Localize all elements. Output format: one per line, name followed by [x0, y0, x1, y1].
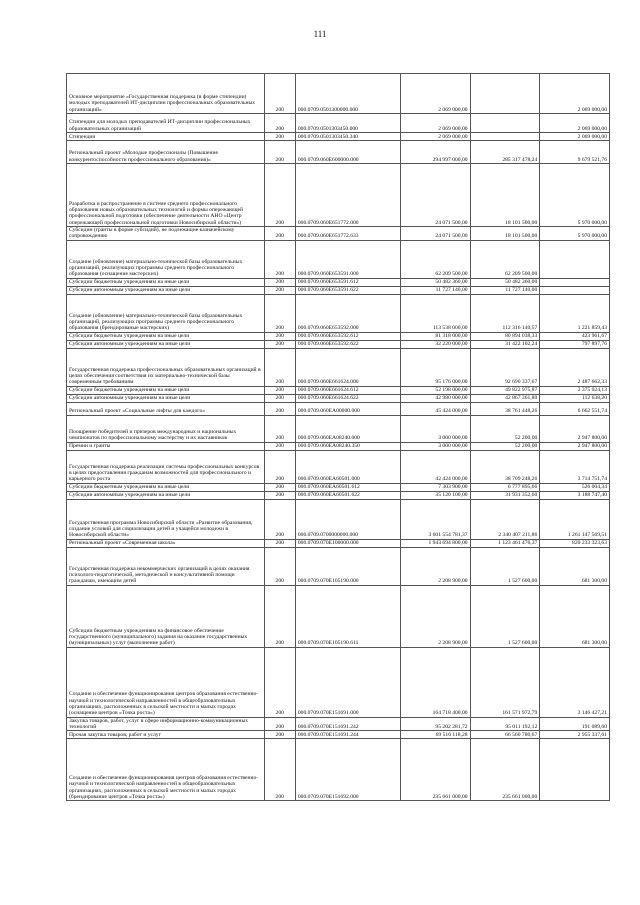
row-kbk-cell: 000.0709.060EA60501.612 [295, 483, 400, 491]
row-code-cell: 200 [264, 386, 295, 394]
row-approved-cell: 294 997 000,00 [400, 141, 470, 164]
row-approved-cell: 3 000 000,00 [400, 442, 470, 450]
row-executed-cell: 285 317 478,24 [470, 141, 540, 164]
row-executed-cell: 80 894 038,33 [470, 332, 540, 340]
table-row [67, 483, 610, 491]
row-name-cell: Субсидии автономным учреждениям на иные цели [67, 491, 265, 499]
row-approved-cell: 45 424 000,00 [400, 402, 470, 415]
table-row [67, 164, 610, 227]
row-name-cell: Премии и гранты [67, 442, 265, 450]
row-kbk-cell: 000.0709.060E651772.000 [295, 164, 400, 227]
row-code-cell: 200 [264, 402, 295, 415]
row-code-cell: 200 [264, 415, 295, 442]
row-unexecuted-cell: 5 970 000,00 [540, 164, 610, 227]
row-kbk-cell: 000.0709.060E661624.612 [295, 386, 400, 394]
row-unexecuted-cell: 3 714 751,74 [540, 450, 610, 483]
row-executed-cell: 38 761 448,26 [470, 402, 540, 415]
row-approved-cell: 2 069 000,00 [400, 74, 470, 114]
table-row [67, 739, 610, 801]
row-approved-cell: 24 071 500,00 [400, 227, 470, 241]
row-kbk-cell: 000.0709.070E151691.244 [295, 731, 400, 739]
row-code-cell: 200 [264, 74, 295, 114]
row-unexecuted-cell: 526 004,34 [540, 483, 610, 491]
row-approved-cell: 2 069 000,00 [400, 133, 470, 141]
row-code-cell: 200 [264, 442, 295, 450]
row-kbk-cell: 000.0709.060EA60501.622 [295, 491, 400, 499]
row-name-cell: Субсидии бюджетным учреждениям на иные цели [67, 332, 265, 340]
row-unexecuted-cell: 9 679 521,76 [540, 141, 610, 164]
table-row [67, 539, 610, 547]
row-code-cell: 200 [264, 114, 295, 133]
row-executed-cell: 95 011 192,12 [470, 717, 540, 731]
row-code-cell: 200 [264, 164, 295, 227]
row-unexecuted-cell: 2 069 000,00 [540, 74, 610, 114]
table-row [67, 74, 610, 114]
row-name-cell: Государственная поддержка некоммерческих организаций в целях оказания психолого-педагогической, методической и консультативной помощи гражданам, имеющим детей [67, 547, 265, 585]
row-unexecuted-cell: 3 188 747,40 [540, 491, 610, 499]
row-code-cell: 200 [264, 133, 295, 141]
row-approved-cell: 81 318 000,00 [400, 332, 470, 340]
row-executed-cell: 2 340 407 211,86 [470, 499, 540, 539]
row-kbk-cell: 000.0709.060E651772.633 [295, 227, 400, 241]
row-kbk-cell: 000.0709.070E100000.000 [295, 539, 400, 547]
row-approved-cell: 235 661 000,00 [400, 739, 470, 801]
table-row [67, 386, 610, 394]
row-unexecuted-cell: 1 221 859,43 [540, 294, 610, 332]
row-code-cell: 200 [264, 240, 295, 278]
row-unexecuted-cell: 112 638,20 [540, 394, 610, 402]
row-executed-cell [470, 114, 540, 133]
row-unexecuted-cell [540, 240, 610, 278]
table-row [67, 227, 610, 241]
row-name-cell: Региональный проект «Социальные лифты для каждого» [67, 402, 265, 415]
row-kbk-cell: 000.0709.0501303450.000 [295, 114, 400, 133]
row-approved-cell: 3 601 554 781,37 [400, 499, 470, 539]
row-name-cell: Субсидии автономным учреждениям на иные цели [67, 340, 265, 348]
table-row [67, 585, 610, 647]
row-executed-cell: 50 482 360,00 [470, 278, 540, 286]
row-kbk-cell: 000.0709.060E653591.000 [295, 240, 400, 278]
row-code-cell: 200 [264, 547, 295, 585]
row-name-cell: Стипендии [67, 133, 265, 141]
row-name-cell: Прочая закупка товаров, работ и услуг [67, 731, 265, 739]
row-name-cell: Создание (обновление) материально-технической базы образовательных организаций, реализующих программы среднего профессионального образования (оснащение мастерских) [67, 240, 265, 278]
row-executed-cell: 112 316 140,57 [470, 294, 540, 332]
row-executed-cell: 52 200,00 [470, 415, 540, 442]
row-executed-cell: 31 931 352,60 [470, 491, 540, 499]
row-name-cell: Государственная поддержка профессиональных образовательных организаций в целях обеспечения соответствия их материально-технической базы современным требованиям [67, 348, 265, 386]
row-executed-cell: 92 690 337,67 [470, 348, 540, 386]
row-unexecuted-cell: 2 955 337,61 [540, 731, 610, 739]
row-executed-cell: 1 527 600,00 [470, 547, 540, 585]
table-row [67, 394, 610, 402]
row-kbk-cell: 000.0709.070E105190.611 [295, 585, 400, 647]
row-approved-cell: 42 980 000,00 [400, 394, 470, 402]
row-name-cell: Создание и обеспечение функционирования центров образования естественно-научной и технологической направленностей в общеобразовательных организациях, расположенных в сельской местности и малых городах (оснащение центров «Точка роста») [67, 647, 265, 717]
row-executed-cell [470, 74, 540, 114]
table-row [67, 547, 610, 585]
row-kbk-cell: 000.0709.070E151691.000 [295, 647, 400, 717]
row-executed-cell: 49 822 975,87 [470, 386, 540, 394]
row-executed-cell: 62 209 500,00 [470, 240, 540, 278]
table-row [67, 240, 610, 278]
row-approved-cell: 32 220 000,00 [400, 340, 470, 348]
table-row [67, 499, 610, 539]
table-row [67, 340, 610, 348]
table-row [67, 717, 610, 731]
row-kbk-cell: 000.0709.070E151691.242 [295, 717, 400, 731]
row-approved-cell: 2 208 900,00 [400, 585, 470, 647]
row-unexecuted-cell: 6 662 551,74 [540, 402, 610, 415]
row-unexecuted-cell: 423 961,67 [540, 332, 610, 340]
row-unexecuted-cell: 2 375 024,13 [540, 386, 610, 394]
row-kbk-cell: 000.0709.060E661624.000 [295, 348, 400, 386]
row-name-cell: Субсидии (гранты в форме субсидий), не подлежащие казначейскому сопровождению [67, 227, 265, 241]
row-kbk-cell: 000.0709.060E600000.000 [295, 141, 400, 164]
row-approved-cell: 164 718 400,00 [400, 647, 470, 717]
row-unexecuted-cell: 3 146 427,21 [540, 647, 610, 717]
row-approved-cell: 24 071 500,00 [400, 164, 470, 227]
row-executed-cell: 1 123 461 476,37 [470, 539, 540, 547]
row-name-cell: Субсидии бюджетным учреждениям на финансовое обеспечение государственного (муниципального) задания на оказание государственных (муниципальных) услуг (выполнение работ) [67, 585, 265, 647]
row-executed-cell: 31 422 102,24 [470, 340, 540, 348]
row-code-cell: 200 [264, 332, 295, 340]
row-name-cell: Субсидии автономным учреждениям на иные цели [67, 286, 265, 294]
page-number: 111 [313, 29, 327, 39]
row-kbk-cell: 000.0709.060E653591.612 [295, 278, 400, 286]
row-name-cell: Разработка и распространение в системе среднего профессионального образования новых образовательных технологий и формы опережающей профессиональной подготовки (обеспечение деятельности АНО «Центр опережающей профессиональной подготовки Новосибирской области») [67, 164, 265, 227]
table-row [67, 442, 610, 450]
row-approved-cell: 50 482 360,00 [400, 278, 470, 286]
row-name-cell: Закупка товаров, работ, услуг в сфере информационно-коммуникационных технологий [67, 717, 265, 731]
row-approved-cell: 11 727 140,00 [400, 286, 470, 294]
row-unexecuted-cell: 820 233 323,63 [540, 539, 610, 547]
row-executed-cell: 11 727 140,00 [470, 286, 540, 294]
row-name-cell: Региональный проект «Молодые профессионалы (Повышение конкурентоспособности профессионального образования)» [67, 141, 265, 164]
row-kbk-cell: 000.0709.060E661624.622 [295, 394, 400, 402]
row-executed-cell [470, 133, 540, 141]
table-row [67, 450, 610, 483]
row-kbk-cell: 000.0709.0501303450.340 [295, 133, 400, 141]
row-code-cell: 200 [264, 539, 295, 547]
row-executed-cell: 38 709 248,26 [470, 450, 540, 483]
row-code-cell: 200 [264, 227, 295, 241]
row-executed-cell: 18 101 500,00 [470, 227, 540, 241]
row-unexecuted-cell [540, 739, 610, 801]
table-row [67, 731, 610, 739]
row-code-cell: 200 [264, 499, 295, 539]
row-unexecuted-cell: 1 261 147 569,51 [540, 499, 610, 539]
table-row [67, 491, 610, 499]
row-kbk-cell: 000.0709.060EA08240.350 [295, 442, 400, 450]
row-approved-cell: 1 943 694 800,00 [400, 539, 470, 547]
row-unexecuted-cell: 797 897,76 [540, 340, 610, 348]
row-unexecuted-cell: 681 300,00 [540, 547, 610, 585]
table-row [67, 278, 610, 286]
row-unexecuted-cell [540, 278, 610, 286]
row-code-cell: 200 [264, 483, 295, 491]
row-code-cell: 200 [264, 731, 295, 739]
row-executed-cell: 6 777 895,66 [470, 483, 540, 491]
row-executed-cell: 66 560 780,67 [470, 731, 540, 739]
row-code-cell: 200 [264, 450, 295, 483]
row-unexecuted-cell: 2 947 800,00 [540, 442, 610, 450]
budget-table [66, 73, 610, 801]
row-name-cell: Основное мероприятие «Государственная поддержка (в форме стипендии) молодых преподавателей ИТ-дисциплин профессиональных образовательных организаций» [67, 74, 265, 114]
row-executed-cell: 1 527 600,00 [470, 585, 540, 647]
row-approved-cell: 35 120 100,00 [400, 491, 470, 499]
row-name-cell: Поощрение победителей и призеров международных и национальных чемпионатов по профессиональному мастерству и их наставников [67, 415, 265, 442]
row-unexecuted-cell: 2 069 000,00 [540, 133, 610, 141]
row-approved-cell: 113 538 000,00 [400, 294, 470, 332]
row-code-cell: 200 [264, 394, 295, 402]
row-approved-cell: 3 000 000,00 [400, 415, 470, 442]
row-kbk-cell: 000.0709.070E105190.000 [295, 547, 400, 585]
row-name-cell: Субсидии бюджетным учреждениям на иные цели [67, 278, 265, 286]
row-code-cell: 200 [264, 141, 295, 164]
row-approved-cell: 69 516 118,28 [400, 731, 470, 739]
row-code-cell: 200 [264, 647, 295, 717]
row-name-cell: Субсидии бюджетным учреждениям на иные цели [67, 483, 265, 491]
row-name-cell: Региональный проект «Современная школа» [67, 539, 265, 547]
row-kbk-cell: 000.0709.060E653592.000 [295, 294, 400, 332]
row-kbk-cell: 000.0709.0700000000.000 [295, 499, 400, 539]
table-row [67, 286, 610, 294]
row-kbk-cell: 000.0709.060EA60501.000 [295, 450, 400, 483]
row-name-cell: Субсидии автономным учреждениям на иные цели [67, 394, 265, 402]
row-executed-cell: 52 200,00 [470, 442, 540, 450]
table-row [67, 133, 610, 141]
row-approved-cell: 2 069 000,00 [400, 114, 470, 133]
row-kbk-cell: 000.0709.060EA08240.000 [295, 415, 400, 442]
row-approved-cell: 2 208 900,00 [400, 547, 470, 585]
budget-table-body [67, 74, 610, 801]
row-executed-cell: 161 571 972,79 [470, 647, 540, 717]
row-name-cell: Создание (обновление) материально-технической базы образовательных организаций, реализующих программы среднего профессионального образования (брендированые мастерских) [67, 294, 265, 332]
row-name-cell: Создание и обеспечение функционирования центров образования естественно-научной и технологической направленностей в общеобразовательных организациях, расположенных в сельской местности и малых городах (брендирование центров «Точка роста») [67, 739, 265, 801]
row-executed-cell: 235 661 000,00 [470, 739, 540, 801]
row-unexecuted-cell: 2 487 662,33 [540, 348, 610, 386]
row-kbk-cell: 000.0709.060E653592.622 [295, 340, 400, 348]
table-row [67, 332, 610, 340]
row-approved-cell: 52 198 000,00 [400, 386, 470, 394]
table-row [67, 348, 610, 386]
row-code-cell: 200 [264, 348, 295, 386]
table-row [67, 415, 610, 442]
row-kbk-cell: 000.0709.070E151692.000 [295, 739, 400, 801]
row-code-cell: 200 [264, 278, 295, 286]
table-row [67, 647, 610, 717]
row-kbk-cell: 000.0709.0501300000.000 [295, 74, 400, 114]
row-name-cell: Стипендии для молодых преподавателей ИТ-дисциплин профессиональных образовательных организаций [67, 114, 265, 133]
row-unexecuted-cell: 681 300,00 [540, 585, 610, 647]
row-code-cell: 200 [264, 286, 295, 294]
row-code-cell: 200 [264, 585, 295, 647]
row-approved-cell: 62 209 500,00 [400, 240, 470, 278]
row-unexecuted-cell: 2 069 000,00 [540, 114, 610, 133]
row-unexecuted-cell: 5 970 000,00 [540, 227, 610, 241]
row-approved-cell: 95 202 281,72 [400, 717, 470, 731]
row-name-cell: Государственная поддержка реализации системы профессиональных конкурсов в целях предоставления гражданам возможностей для профессионального и карьерного роста [67, 450, 265, 483]
row-kbk-cell: 000.0709.060EA00000.000 [295, 402, 400, 415]
row-approved-cell: 95 176 000,00 [400, 348, 470, 386]
table-row [67, 294, 610, 332]
row-kbk-cell: 000.0709.060E653591.622 [295, 286, 400, 294]
row-code-cell: 200 [264, 491, 295, 499]
row-approved-cell: 42 424 000,00 [400, 450, 470, 483]
table-row [67, 141, 610, 164]
row-name-cell: Субсидии бюджетным учреждениям на иные цели [67, 386, 265, 394]
row-code-cell: 200 [264, 717, 295, 731]
row-name-cell: Государственная программа Новосибирской области «Развитие образования, создание условий для социализации детей и учащейся молодежи в Новосибирской области» [67, 499, 265, 539]
row-code-cell: 200 [264, 340, 295, 348]
row-approved-cell: 7 303 900,00 [400, 483, 470, 491]
row-code-cell: 200 [264, 739, 295, 801]
table-row [67, 114, 610, 133]
row-executed-cell: 42 867 361,80 [470, 394, 540, 402]
row-executed-cell: 18 101 500,00 [470, 164, 540, 227]
row-unexecuted-cell: 191 089,60 [540, 717, 610, 731]
row-unexecuted-cell [540, 286, 610, 294]
table-row [67, 402, 610, 415]
row-code-cell: 200 [264, 294, 295, 332]
row-kbk-cell: 000.0709.060E653592.612 [295, 332, 400, 340]
row-unexecuted-cell: 2 947 800,00 [540, 415, 610, 442]
